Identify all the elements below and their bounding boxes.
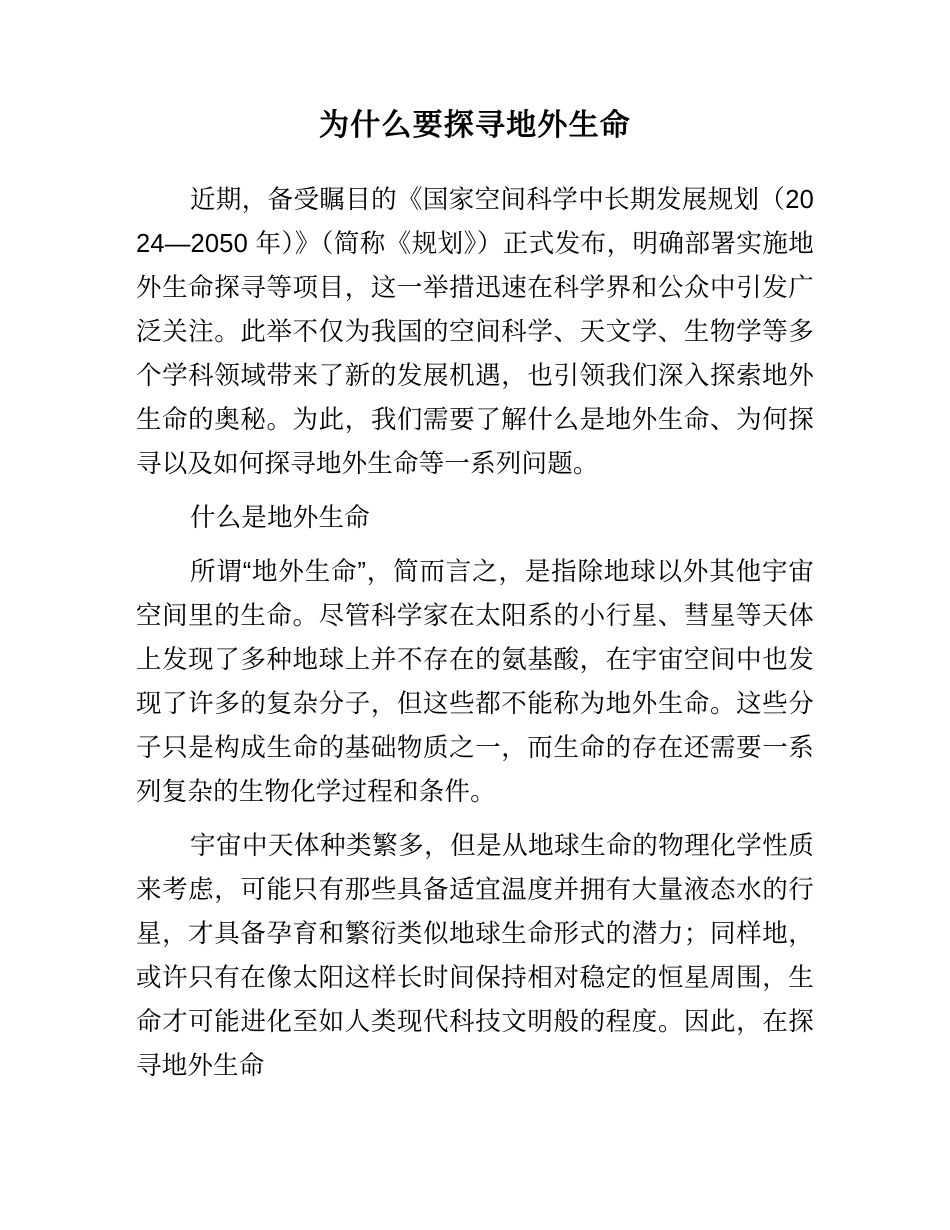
page-title: 为什么要探寻地外生命 bbox=[319, 109, 631, 142]
paragraph-conditions: 宇宙中天体种类繁多，但是从地球生命的物理化学性质来考虑，可能只有那些具备适宜温度并拥有大量液态水的行星，才具备孕育和繁衍类似地球生命形式的潜力；同样地，或许只有在像太阳这样长时间保持相对稳定的恒星周围，生命才可能进化至如人类现代科技文明般的程度。因此，在探寻地外生命 bbox=[136, 832, 814, 1080]
paragraph-intro: 近期，备受瞩目的《国家空间科学中长期发展规划（2024—2050 年）》（简称《规划》）正式发布，明确部署实施地外生命探寻等项目，这一举措迅速在科学界和公众中引发广泛关注。此举不仅为我国的空间科学、天文学、生物学等多个学科领域带来了新的发展机遇，也引领我们深入探索地外生命的奥秘。为此，我们需要了解什么是地外生命、为何探寻以及如何探寻地外生命等一系列问题。 bbox=[136, 186, 814, 478]
title-spacer bbox=[136, 148, 814, 178]
paragraph-definition: 所谓“地外生命”，简而言之，是指除地球以外其他宇宙空间里的生命。尽管科学家在太阳系的小行星、彗星等天体上发现了多种地球上并不存在的氨基酸，在宇宙空间中也发现了许多的复杂分子，但这些都不能称为地外生命。这些分子只是构成生命的基础物质之一，而生命的存在还需要一系列复杂的生物化学过程和条件。 bbox=[136, 558, 814, 806]
document-content bbox=[136, 0, 814, 1088]
section-heading-what-is-extraterrestrial-life: 什么是地外生命 bbox=[190, 504, 370, 532]
